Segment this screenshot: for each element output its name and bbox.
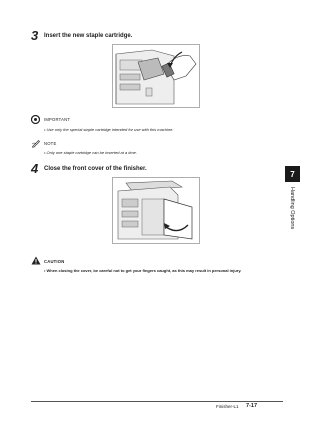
staple-cartridge-illustration [112,44,200,108]
important-bullet-text: Use only the special staple cartridge intended for use with this machine. [46,127,174,132]
pencil-icon [31,138,41,148]
caution-label: CAUTION [44,259,65,264]
bullet-dot: • [44,268,47,273]
warning-triangle-icon [31,256,41,265]
note-bullet [44,150,137,155]
important-label: IMPORTANT [44,117,71,122]
close-cover-illustration [112,177,200,244]
caution-bullet [44,268,284,273]
footer-rule [31,401,283,402]
bullet-dot: • [44,127,47,132]
note-bullet-text: Only one staple cartridge can be inserted at a time. [46,150,138,155]
chapter-tab: 7 [285,166,300,182]
caution-bullet-text: When closing the cover, be careful not to get your fingers caught, as this may result in personal injury. [46,268,242,273]
chapter-side-label: Handling Options [289,187,295,230]
step-3-number: 3 [31,28,39,43]
bullet-dot: • [44,150,47,155]
important-bullet [44,127,173,132]
step-4-title: Close the front cover of the finisher. [44,166,147,172]
step-3-title: Insert the new staple cartridge. [44,33,133,39]
note-label: NOTE [44,141,57,146]
step-4-number: 4 [31,161,39,176]
page-number: 7-17 [246,403,258,409]
important-icon [31,115,40,124]
footer-section: Finisher-L1 [216,404,239,409]
